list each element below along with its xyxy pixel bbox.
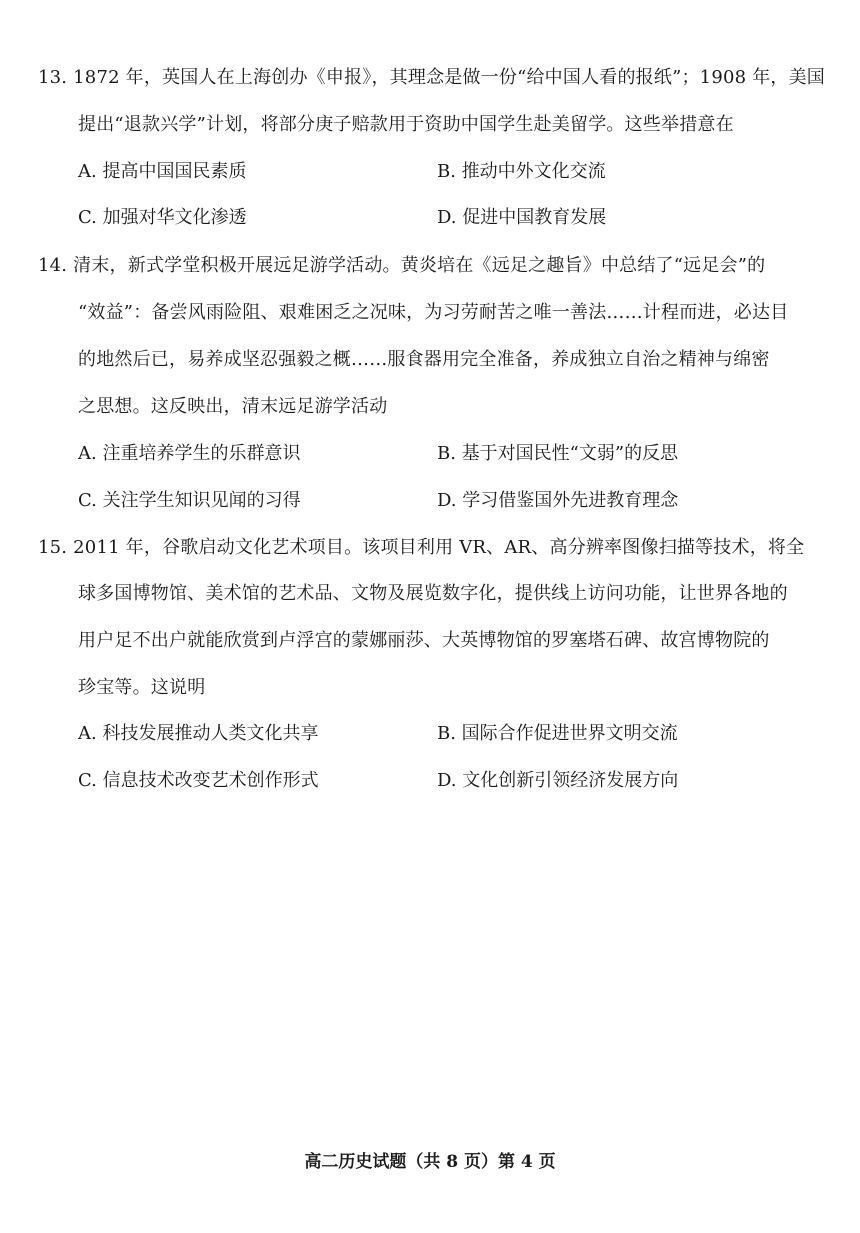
question-14-option-d: D. 学习借鉴国外先进教育理念 — [437, 490, 679, 511]
question-13-option-c: C. 加强对华文化渗透 — [78, 207, 247, 228]
question-15-line-2: 球多国博物馆、美术馆的艺术品、文物及展览数字化，提供线上访问功能，让世界各地的 — [78, 583, 788, 604]
question-13-option-b: B. 推动中外文化交流 — [437, 161, 606, 182]
question-13-line-1: 13. 1872 年，英国人在上海创办《申报》，其理念是做一份“给中国人看的报纸”；1908 年，美国 — [38, 67, 826, 88]
question-15-option-a: A. 科技发展推动人类文化共享 — [78, 723, 319, 744]
question-13-option-a: A. 提高中国国民素质 — [78, 161, 247, 182]
question-14-line-3: 的地然后已，易养成坚忍强毅之概……服食器用完全准备，养成独立自治之精神与绵密 — [78, 349, 770, 370]
question-14-option-c: C. 关注学生知识见闻的习得 — [78, 490, 301, 511]
question-15-line-3: 用户足不出户就能欣赏到卢浮宫的蒙娜丽莎、大英博物馆的罗塞塔石碑、故宫博物院的 — [78, 630, 770, 651]
question-15-line-1: 15. 2011 年，谷歌启动文化艺术项目。该项目利用 VR、AR、高分辨率图像扫描等技术，将全 — [38, 537, 805, 558]
question-14-option-a: A. 注重培养学生的乐群意识 — [78, 443, 301, 464]
question-14-line-1: 14. 清末，新式学堂积极开展远足游学活动。黄炎培在《远足之趣旨》中总结了“远足会”的 — [38, 255, 766, 276]
question-15-option-d: D. 文化创新引领经济发展方向 — [437, 770, 679, 791]
question-13-line-2: 提出“退款兴学”计划，将部分庚子赔款用于资助中国学生赴美留学。这些举措意在 — [78, 114, 734, 135]
question-15-line-4: 珍宝等。这说明 — [78, 677, 206, 698]
question-14-line-4: 之思想。这反映出，清末远足游学活动 — [78, 396, 388, 417]
question-14-line-2: “效益”：备尝风雨险阻、艰难困乏之况味，为习劳耐苦之唯一善法……计程而进，必达目 — [78, 302, 789, 323]
question-15-option-c: C. 信息技术改变艺术创作形式 — [78, 770, 319, 791]
question-15-option-b: B. 国际合作促进世界文明交流 — [437, 723, 678, 744]
page-footer: 高二历史试题（共 8 页）第 4 页 — [304, 1152, 556, 1172]
question-13-option-d: D. 促进中国教育发展 — [437, 207, 607, 228]
question-14-option-b: B. 基于对国民性“文弱”的反思 — [437, 443, 679, 464]
